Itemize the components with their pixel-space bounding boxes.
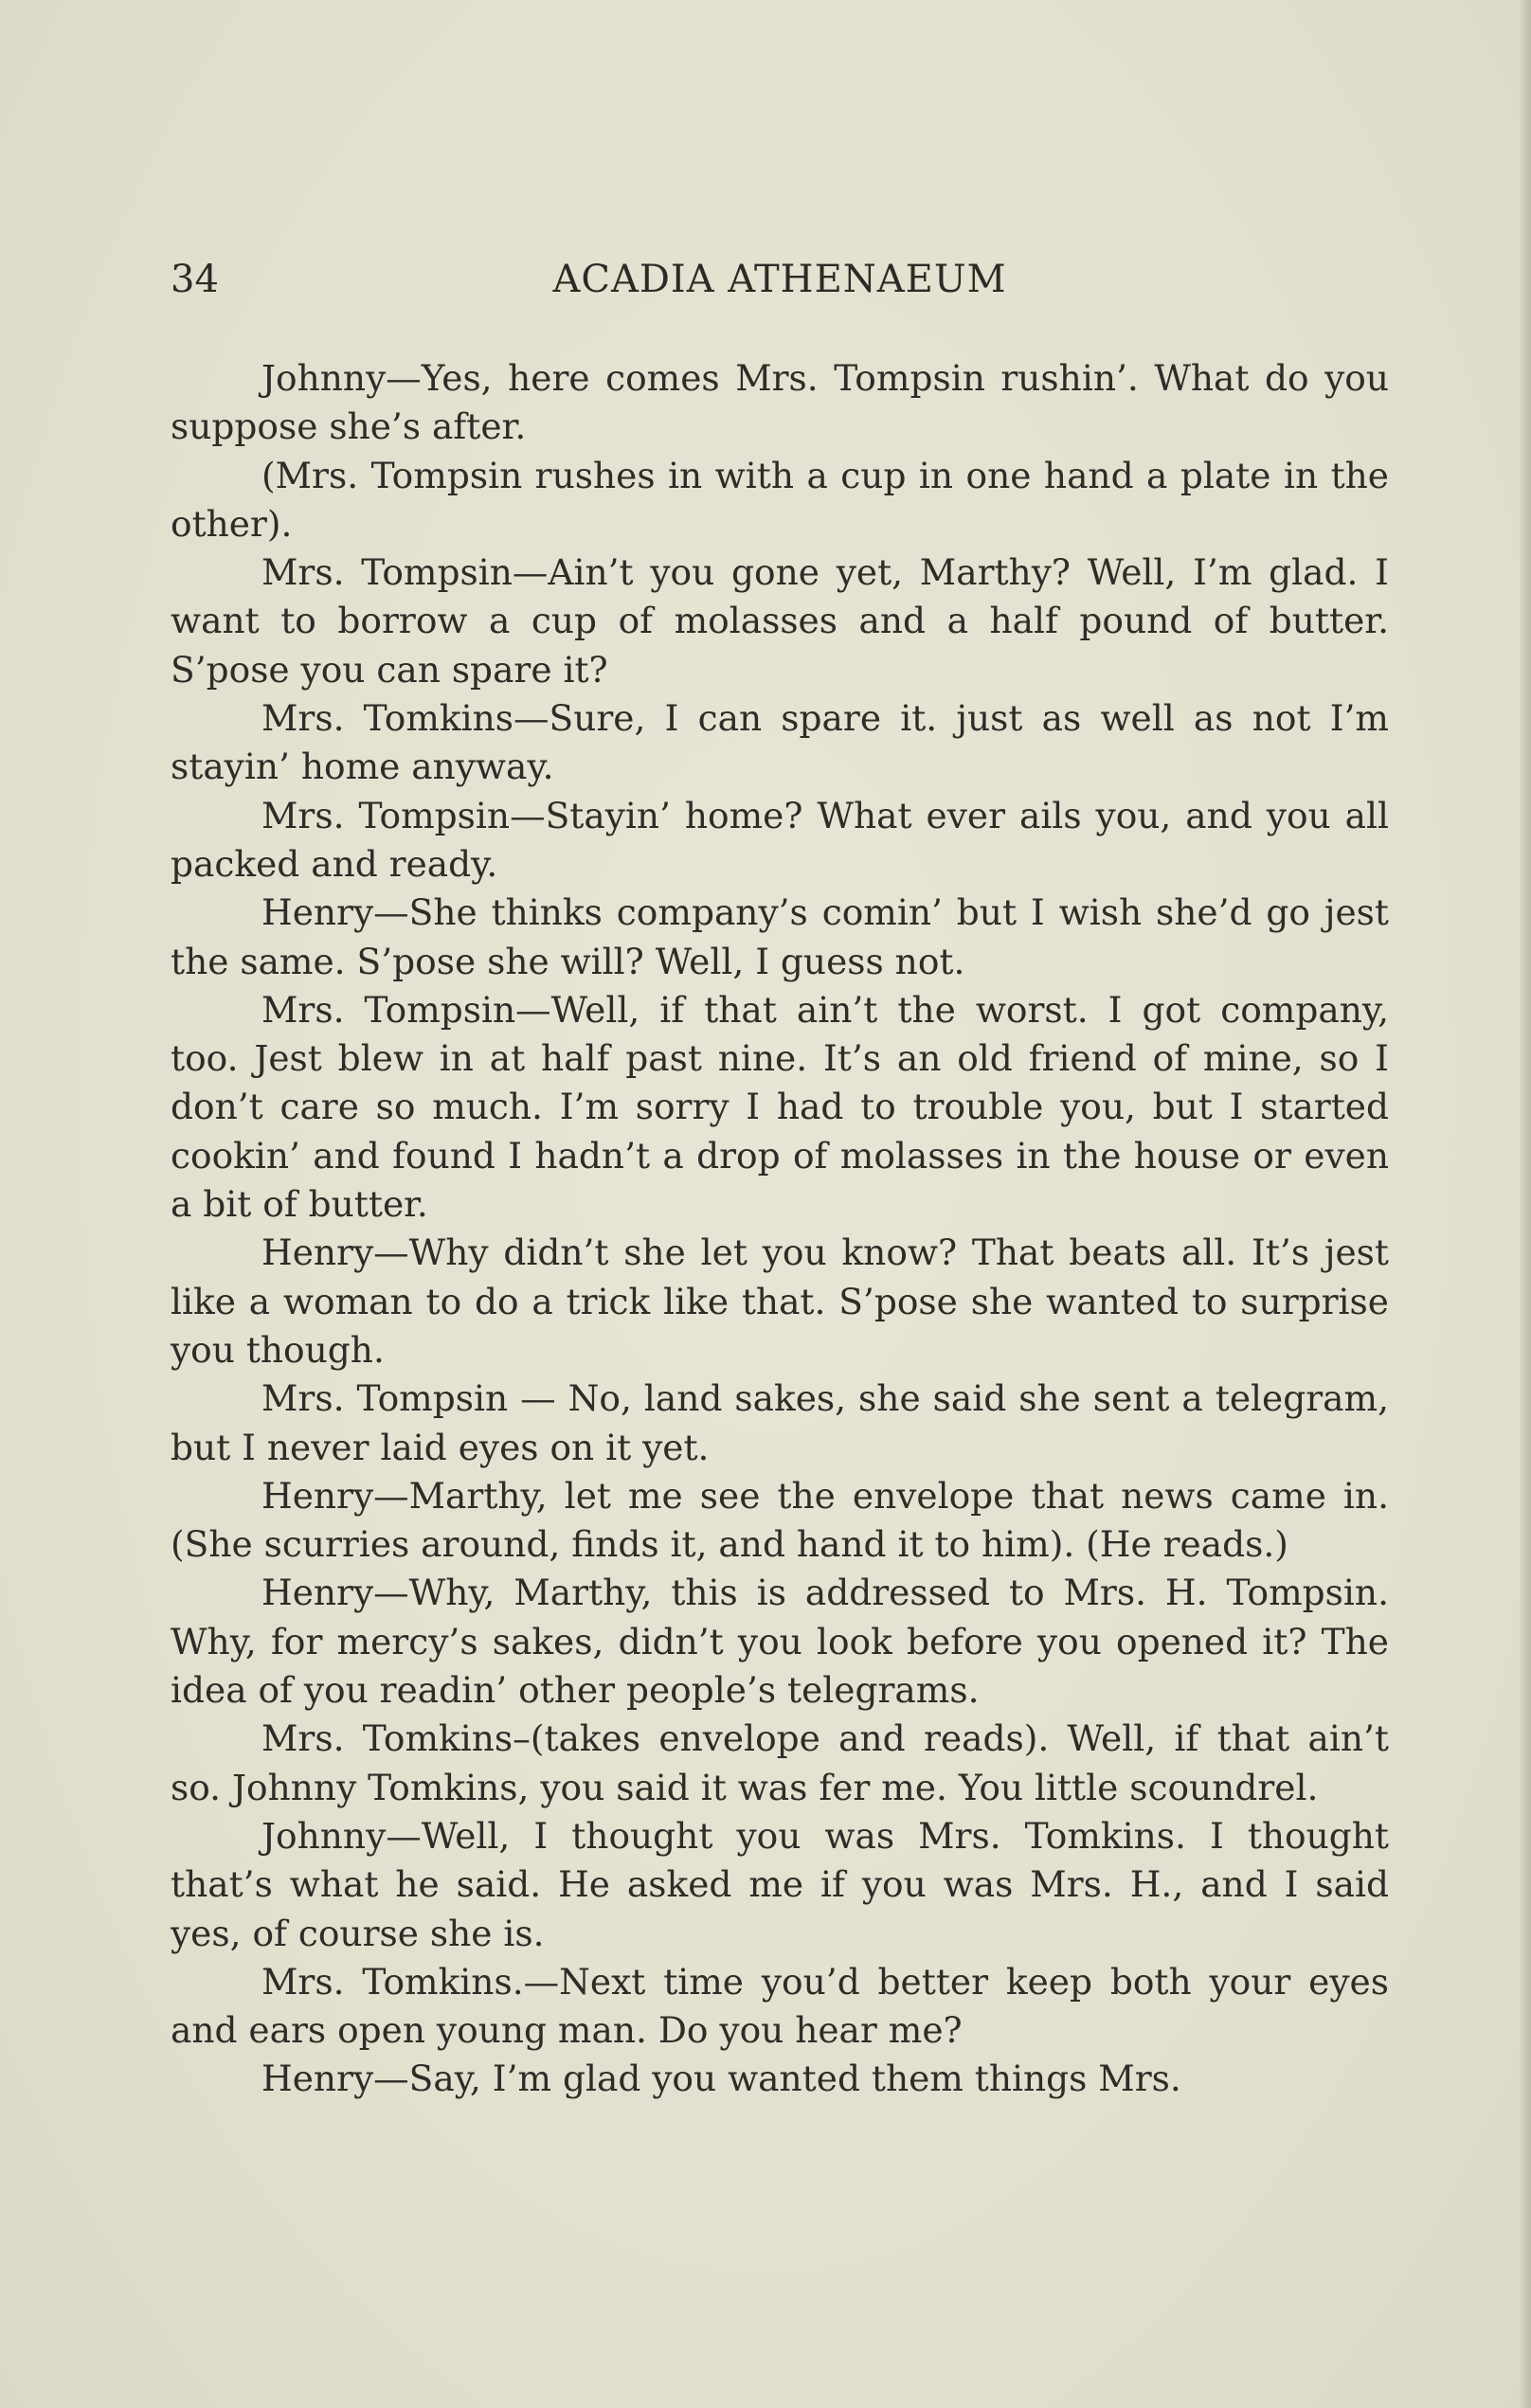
paragraph: Mrs. Tomkins–(takes envelope and reads). Well, if that ain’t so. Johnny Tomkins, you said it was fer me. You little scoundrel. [171, 1717, 1389, 1808]
paragraph: Mrs. Tompsin—Stayin’ home? What ever ails you, and you all packed and ready. [171, 794, 1389, 885]
paragraph: Mrs. Tompsin — No, land sakes, she said she sent a telegram, but I never laid eyes on it yet. [171, 1377, 1389, 1468]
paragraph: (Mrs. Tompsin rushes in with a cup in one hand a plate in the other). [171, 454, 1389, 545]
paragraph: Mrs. Tomkins—Sure, I can spare it. just as well as not I’m stayin’ home anyway. [171, 697, 1389, 788]
journal-title: ACADIA ATHENAEUM [552, 258, 1007, 301]
paragraph: Henry—Marthy, let me see the envelope that news came in. (She scurries around, finds it, and hand it to him). (He reads.) [171, 1474, 1389, 1566]
paragraph: Henry—Why, Marthy, this is addressed to Mrs. H. Tompsin. Why, for mercy’s sakes, didn’t you look before you opened it? The idea of you readin’ other people’s telegrams. [171, 1572, 1389, 1712]
paragraph: Johnny—Yes, here comes Mrs. Tompsin rushin’. What do you suppose she’s after. [171, 357, 1389, 448]
paragraph: Mrs. Tomkins.—Next time you’d better keep both your eyes and ears open young man. Do you hear me? [171, 1960, 1389, 2052]
paragraph: Mrs. Tompsin—Ain’t you gone yet, Marthy? Well, I’m glad. I want to borrow a cup of molasses and a half pound of butter. S’pose you can spare it? [171, 551, 1389, 691]
paragraph: Henry—She thinks company’s comin’ but I wish she’d go jest the same. S’pose she will? Well, I guess not. [171, 891, 1389, 982]
body-text [171, 354, 1389, 2104]
paragraph: Henry—Why didn’t she let you know? That beats all. It’s jest like a woman to do a trick like that. S’pose she wanted to surprise you though. [171, 1231, 1389, 1371]
running-header [171, 258, 1389, 314]
page-number: 34 [171, 258, 219, 301]
page-edge [1520, 0, 1531, 2408]
paragraph: Johnny—Well, I thought you was Mrs. Tomkins. I thought that’s what he said. He asked me if you was Mrs. H., and I said yes, of course she is. [171, 1814, 1389, 1954]
paragraph: Mrs. Tompsin—Well, if that ain’t the worst. I got company, too. Jest blew in at half past nine. It’s an old friend of mine, so I don’t care so much. I’m sorry I had to trouble you, but I started cookin’ and found I hadn’t a drop of molasses in the house or even a bit of butter. [171, 988, 1389, 1226]
paragraph: Henry—Say, I’m glad you wanted them things Mrs. [261, 2058, 1181, 2100]
